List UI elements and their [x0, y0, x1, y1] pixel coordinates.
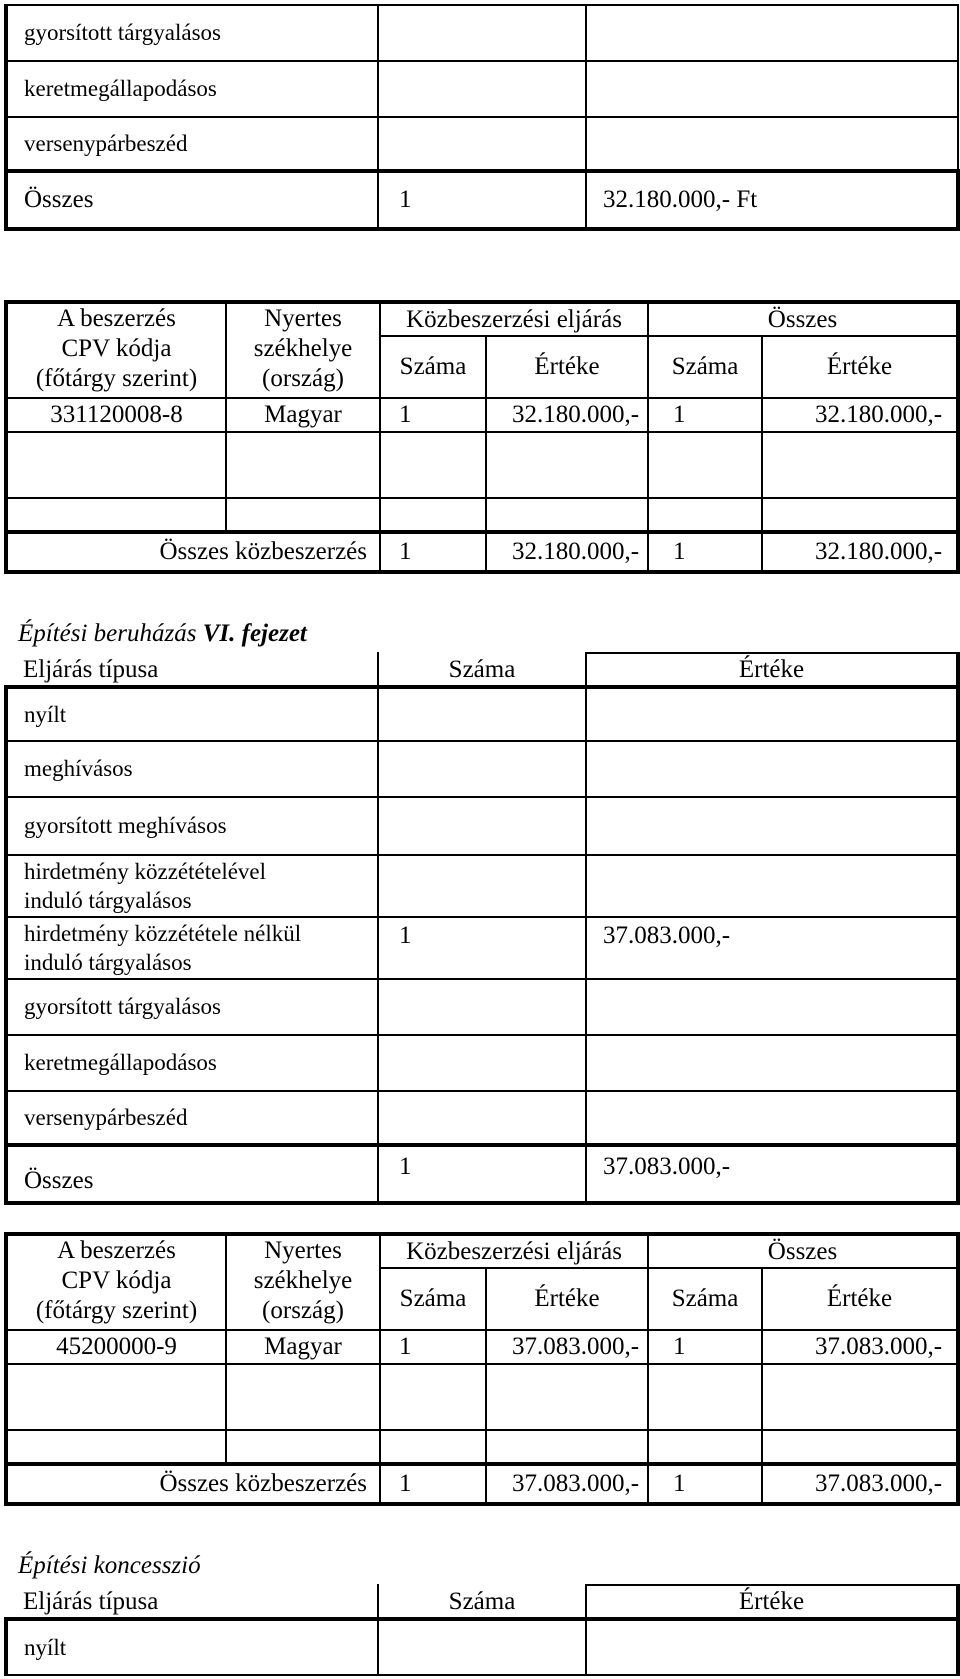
seat-header: [226, 302, 380, 398]
table-row: [6, 498, 958, 532]
value-header: Értéke: [486, 336, 648, 398]
header-text: A beszerzés: [57, 305, 176, 332]
cpv-header: [6, 1234, 226, 1330]
table-row: [6, 117, 958, 171]
table-row: [6, 1035, 958, 1091]
count-header: Száma: [380, 336, 486, 398]
procedure-value: [586, 1035, 958, 1091]
procedure-header: Közbeszerzési eljárás: [380, 302, 648, 336]
table-row: [6, 979, 958, 1035]
header-text: Nyertes: [264, 305, 342, 332]
table-row: [6, 398, 958, 432]
total-row: [6, 171, 958, 229]
value-header: Értéke: [486, 1268, 648, 1330]
count: [380, 498, 486, 532]
seat: Magyar: [226, 398, 380, 432]
procedure-count: [378, 61, 586, 117]
header-text: (ország): [262, 365, 344, 392]
table-row: [6, 1619, 958, 1675]
count: 1: [380, 1330, 486, 1364]
total-count: [648, 1364, 762, 1430]
procedure-type: gyorsított tárgyalásos: [6, 979, 378, 1035]
procedure-type: nyílt: [6, 687, 378, 741]
summary-row: [6, 532, 958, 572]
total-label: Összes: [6, 1145, 378, 1203]
summary-label: Összes közbeszerzés: [6, 532, 380, 572]
header-row: [6, 653, 958, 687]
header-text: székhelye: [253, 1267, 353, 1294]
procedure-value: 37.083.000,-: [586, 917, 958, 979]
type-line: hirdetmény közzététele nélkül: [24, 921, 302, 946]
cpv-code: [6, 1364, 226, 1430]
total-count: 1: [378, 1145, 586, 1203]
procedure-type: keretmegállapodásos: [6, 61, 378, 117]
table-row: [6, 687, 958, 741]
procedure-count: 1: [378, 917, 586, 979]
summary-count: 1: [380, 532, 486, 572]
count: [380, 1430, 486, 1464]
procedure-type: gyorsított tárgyalásos: [6, 5, 378, 61]
table-row: [6, 917, 958, 979]
value: 32.180.000,-: [486, 398, 648, 432]
total-header: Összes: [648, 302, 958, 336]
cpv-header: [6, 302, 226, 398]
procedure-table-vi: [4, 652, 960, 1205]
col-value-header: Értéke: [586, 653, 958, 687]
header-text: CPV kódja: [61, 1267, 172, 1294]
seat-header: [226, 1234, 380, 1330]
header-text: Nyertes: [264, 1237, 342, 1264]
procedure-value: [586, 797, 958, 855]
count: [380, 432, 486, 498]
procedure-table-1: [4, 4, 960, 231]
procedure-count: [378, 855, 586, 917]
table-row: [6, 741, 958, 797]
procedure-count: [378, 1035, 586, 1091]
type-line: hirdetmény közzétételével: [24, 859, 267, 884]
cpv-code: [6, 432, 226, 498]
count-header: Száma: [380, 1268, 486, 1330]
summary-total-value: 32.180.000,-: [762, 532, 958, 572]
seat: [226, 1364, 380, 1430]
value: [486, 432, 648, 498]
procedure-type: gyorsított meghívásos: [6, 797, 378, 855]
cpv-table-2: [4, 1232, 960, 1506]
type-line: induló tárgyalásos: [24, 950, 192, 975]
section-heading: [18, 620, 307, 648]
procedure-type: meghívásos: [6, 741, 378, 797]
procedure-table-concession: [4, 1584, 960, 1676]
total-value: 37.083.000,-: [762, 1330, 958, 1364]
table-row: [6, 797, 958, 855]
procedure-value: [586, 1091, 958, 1145]
table-row: [6, 61, 958, 117]
header-text: székhelye: [253, 335, 353, 362]
value: [486, 498, 648, 532]
header-row: [6, 1234, 958, 1268]
total-value: 32.180.000,-: [762, 398, 958, 432]
heading-chapter: VI. fejezet: [202, 620, 307, 647]
col-count-header: Száma: [378, 653, 586, 687]
seat: [226, 1430, 380, 1464]
table-row: [6, 1430, 958, 1464]
table-row: [6, 1091, 958, 1145]
header-text: (főtárgy szerint): [35, 365, 198, 392]
type-line: induló tárgyalásos: [24, 888, 192, 913]
cpv-code: [6, 498, 226, 532]
count-header: Száma: [648, 336, 762, 398]
total-value: [762, 1364, 958, 1430]
count-header: Száma: [648, 1268, 762, 1330]
summary-value: 32.180.000,-: [486, 532, 648, 572]
col-type-header: Eljárás típusa: [6, 653, 378, 687]
total-label: Összes: [6, 171, 378, 229]
total-count: [648, 432, 762, 498]
procedure-value: [586, 61, 958, 117]
procedure-type: nyílt: [6, 1619, 378, 1675]
total-count: 1: [378, 171, 586, 229]
value: 37.083.000,-: [486, 1330, 648, 1364]
section-heading: [18, 1552, 201, 1580]
procedure-count: [378, 1091, 586, 1145]
cpv-code: 45200000-9: [6, 1330, 226, 1364]
procedure-count: [378, 1619, 586, 1675]
procedure-count: [378, 5, 586, 61]
procedure-type: [6, 917, 378, 979]
total-value: 37.083.000,-: [586, 1145, 958, 1203]
seat: [226, 498, 380, 532]
procedure-value: [586, 979, 958, 1035]
procedure-value: [586, 117, 958, 171]
value-header: Értéke: [762, 336, 958, 398]
procedure-count: [378, 741, 586, 797]
summary-total-count: 1: [648, 1464, 762, 1504]
cpv-table-1: [4, 300, 960, 574]
seat: [226, 432, 380, 498]
col-value-header: Értéke: [586, 1585, 958, 1619]
total-value: [762, 432, 958, 498]
summary-total-count: 1: [648, 532, 762, 572]
header-text: CPV kódja: [61, 335, 172, 362]
value: [486, 1364, 648, 1430]
procedure-count: [378, 687, 586, 741]
procedure-value: [586, 1619, 958, 1675]
cpv-code: 331120008-8: [6, 398, 226, 432]
total-header: Összes: [648, 1234, 958, 1268]
heading-text: Építési beruházás: [18, 620, 197, 647]
total-value: [762, 1430, 958, 1464]
procedure-type: [6, 855, 378, 917]
procedure-type: keretmegállapodásos: [6, 1035, 378, 1091]
procedure-count: [378, 979, 586, 1035]
total-value: [762, 498, 958, 532]
summary-row: [6, 1464, 958, 1504]
procedure-type: versenypárbeszéd: [6, 1091, 378, 1145]
table-row: [6, 1330, 958, 1364]
table-row: [6, 432, 958, 498]
total-row: [6, 1145, 958, 1203]
procedure-value: [586, 855, 958, 917]
procedure-header: Közbeszerzési eljárás: [380, 1234, 648, 1268]
count: [380, 1364, 486, 1430]
col-type-header: Eljárás típusa: [6, 1585, 378, 1619]
heading-text: Építési koncesszió: [18, 1552, 201, 1579]
table-row: [6, 5, 958, 61]
table-row: [6, 1364, 958, 1430]
header-row: [6, 302, 958, 336]
procedure-count: [378, 117, 586, 171]
procedure-count: [378, 797, 586, 855]
total-count: 1: [648, 398, 762, 432]
procedure-value: [586, 741, 958, 797]
cpv-code: [6, 1430, 226, 1464]
summary-count: 1: [380, 1464, 486, 1504]
total-value: 32.180.000,- Ft: [586, 171, 958, 229]
count: 1: [380, 398, 486, 432]
header-text: (ország): [262, 1297, 344, 1324]
procedure-type: versenypárbeszéd: [6, 117, 378, 171]
value-header: Értéke: [762, 1268, 958, 1330]
summary-value: 37.083.000,-: [486, 1464, 648, 1504]
header-row: [6, 1585, 958, 1619]
procedure-value: [586, 5, 958, 61]
table-row: [6, 855, 958, 917]
total-count: [648, 1430, 762, 1464]
header-text: A beszerzés: [57, 1237, 176, 1264]
col-count-header: Száma: [378, 1585, 586, 1619]
seat: Magyar: [226, 1330, 380, 1364]
header-text: (főtárgy szerint): [35, 1297, 198, 1324]
total-count: [648, 498, 762, 532]
total-count: 1: [648, 1330, 762, 1364]
value: [486, 1430, 648, 1464]
procedure-value: [586, 687, 958, 741]
summary-label: Összes közbeszerzés: [6, 1464, 380, 1504]
summary-total-value: 37.083.000,-: [762, 1464, 958, 1504]
